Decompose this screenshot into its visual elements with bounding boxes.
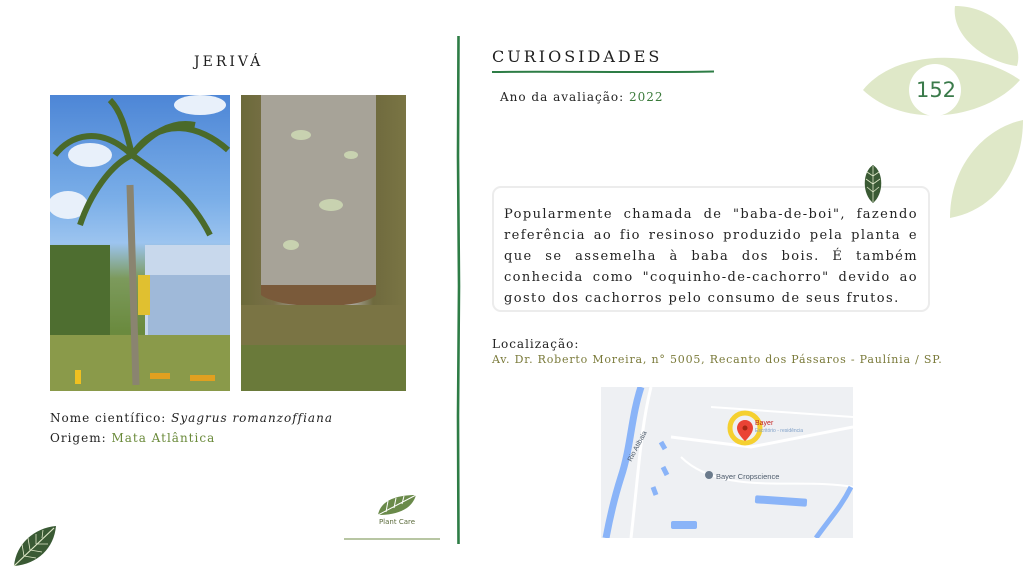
- location-map[interactable]: [601, 387, 853, 538]
- map-road-label: Rio Atibaia: [626, 430, 649, 463]
- scientific-label: Nome científico:: [50, 411, 167, 425]
- map-pin-sublabel: Escritório - residência: [755, 428, 804, 434]
- origin-label: Origem:: [50, 431, 107, 445]
- leaf-icon: [862, 164, 884, 204]
- description-text: Popularmente chamada de "baba-de-boi", fazendo referência ao fio resinoso produzido pela planta e que se assemelha à baba dos bois. É também conhecida como "coquinho-de-cachorro" devido ao gosto dos cachorros pelo consumo de seus frutos.: [504, 207, 918, 306]
- description-box: [492, 186, 930, 312]
- logo-text: Plant Care: [378, 518, 416, 526]
- year-value: 2022: [628, 90, 664, 104]
- badge-number: 152: [915, 78, 957, 102]
- origin-value: Mata Atlântica: [111, 431, 216, 445]
- tree-photo: [50, 95, 230, 391]
- location-label: Localização:: [492, 337, 580, 351]
- scientific-value: Syagrus romanzoffiana: [171, 411, 333, 425]
- title-underline: [492, 70, 714, 74]
- map-place-label: Bayer Cropscience: [716, 472, 780, 481]
- origin: [50, 431, 215, 445]
- logo-underline: [344, 538, 440, 540]
- leaf-icon: [10, 522, 60, 570]
- scientific-name: [50, 411, 333, 425]
- location-value: Av. Dr. Roberto Moreira, n° 5005, Recanto dos Pássaros - Paulínia / SP.: [492, 353, 943, 366]
- year-label: Ano da avaliação:: [500, 90, 625, 104]
- trunk-photo: [241, 95, 406, 391]
- vertical-divider: [456, 36, 461, 544]
- section-title: CURIOSIDADES: [492, 47, 663, 66]
- plant-title: JERIVÁ: [194, 54, 264, 70]
- map-pin-label: Bayer: [755, 420, 774, 427]
- evaluation-year: [500, 90, 664, 104]
- logo-icon: [376, 493, 418, 517]
